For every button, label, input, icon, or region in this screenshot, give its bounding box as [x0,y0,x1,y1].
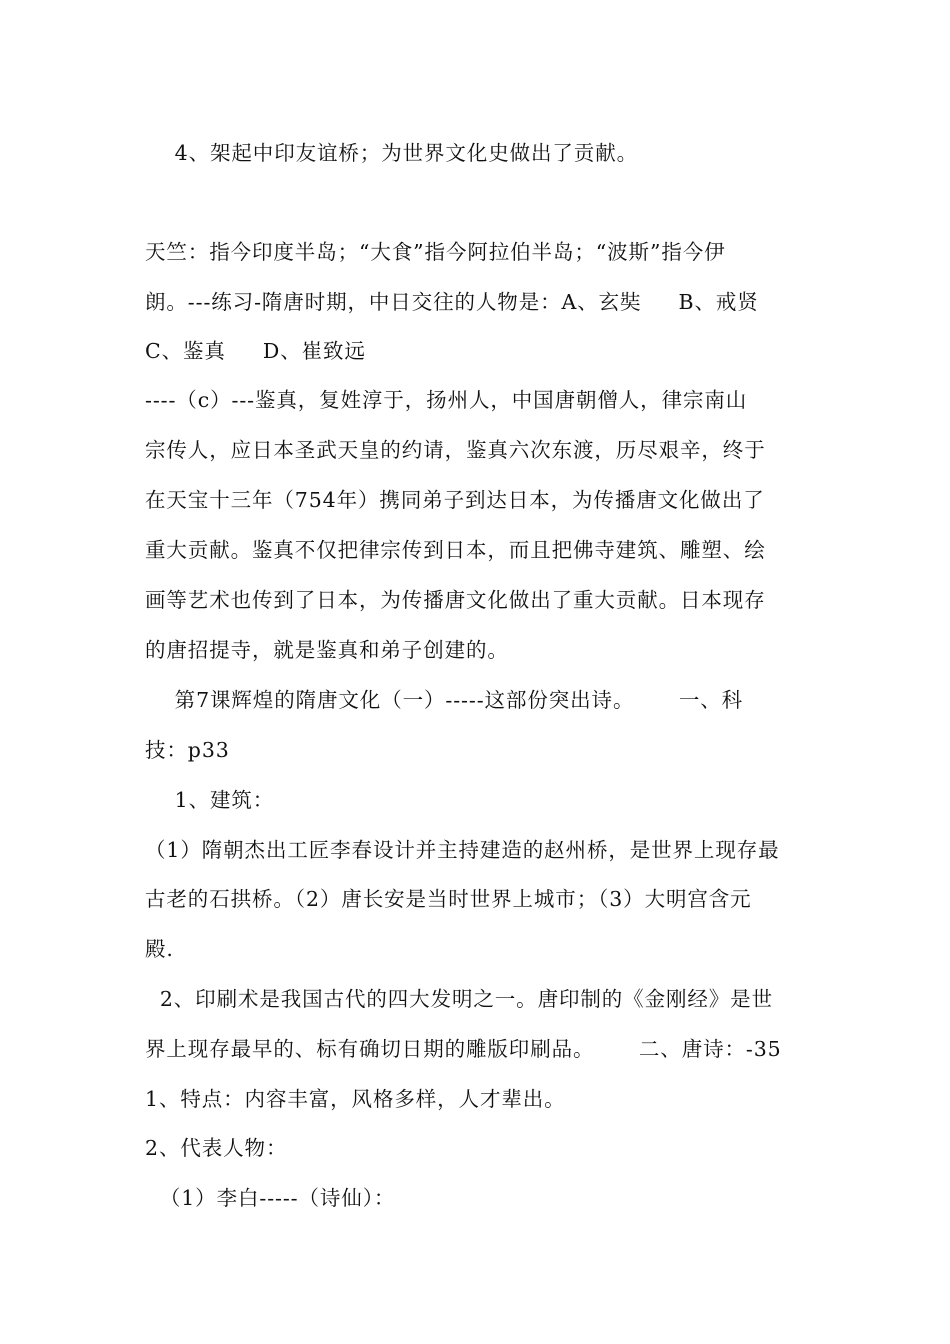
text-line: 殿. [145,937,174,961]
text-line: 天竺：指今印度半岛；“大食”指今阿拉伯半岛；“波斯”指今伊 [145,240,726,264]
text-line: 1、建筑： [145,788,275,812]
text-line: 1、特点：内容丰富，风格多样，人才辈出。 [145,1087,566,1111]
text-line: 技：p33 [145,738,230,762]
text-line: （1）隋朝杰出工匠李春设计并主持建造的赵州桥，是世界上现存最 [145,838,780,862]
text-line: （1）李白-----（诗仙）： [145,1186,396,1210]
text-line: 4、架起中印友谊桥；为世界文化史做出了贡献。 [145,141,639,165]
lesson-heading: 第7课辉煌的隋唐文化（一）-----这部份突出诗。 一、科 [145,688,744,712]
text-line: 古老的石拱桥。（2）唐长安是当时世界上城市；（3）大明宫含元 [145,887,752,911]
text-line: 的唐招提寺，就是鉴真和弟子创建的。 [145,638,509,662]
text-line: 界上现存最早的、标有确切日期的雕版印刷品。 二、唐诗：-35 [145,1037,782,1061]
text-line: 在天宝十三年（754年）携同弟子到达日本，为传播唐文化做出了 [145,488,765,512]
text-line: 2、代表人物： [145,1136,288,1160]
text-line: 画等艺术也传到了日本，为传播唐文化做出了重大贡献。日本现存 [145,588,766,612]
text-line: 宗传人，应日本圣武天皇的约请，鉴真六次东渡，历尽艰辛，终于 [145,438,766,462]
text-line: 重大贡献。鉴真不仅把律宗传到日本，而且把佛寺建筑、雕塑、绘 [145,538,766,562]
text-line: ----（c）---鉴真，复姓淳于，扬州人，中国唐朝僧人，律宗南山 [145,388,748,412]
text-line: 2、印刷术是我国古代的四大发明之一。唐印制的《金刚经》是世 [145,987,773,1011]
text-line: C、鉴真 D、崔致远 [145,339,366,363]
text-line: 朗。---练习-隋唐时期，中日交往的人物是：A、玄奘 B、戒贤 [145,290,759,314]
